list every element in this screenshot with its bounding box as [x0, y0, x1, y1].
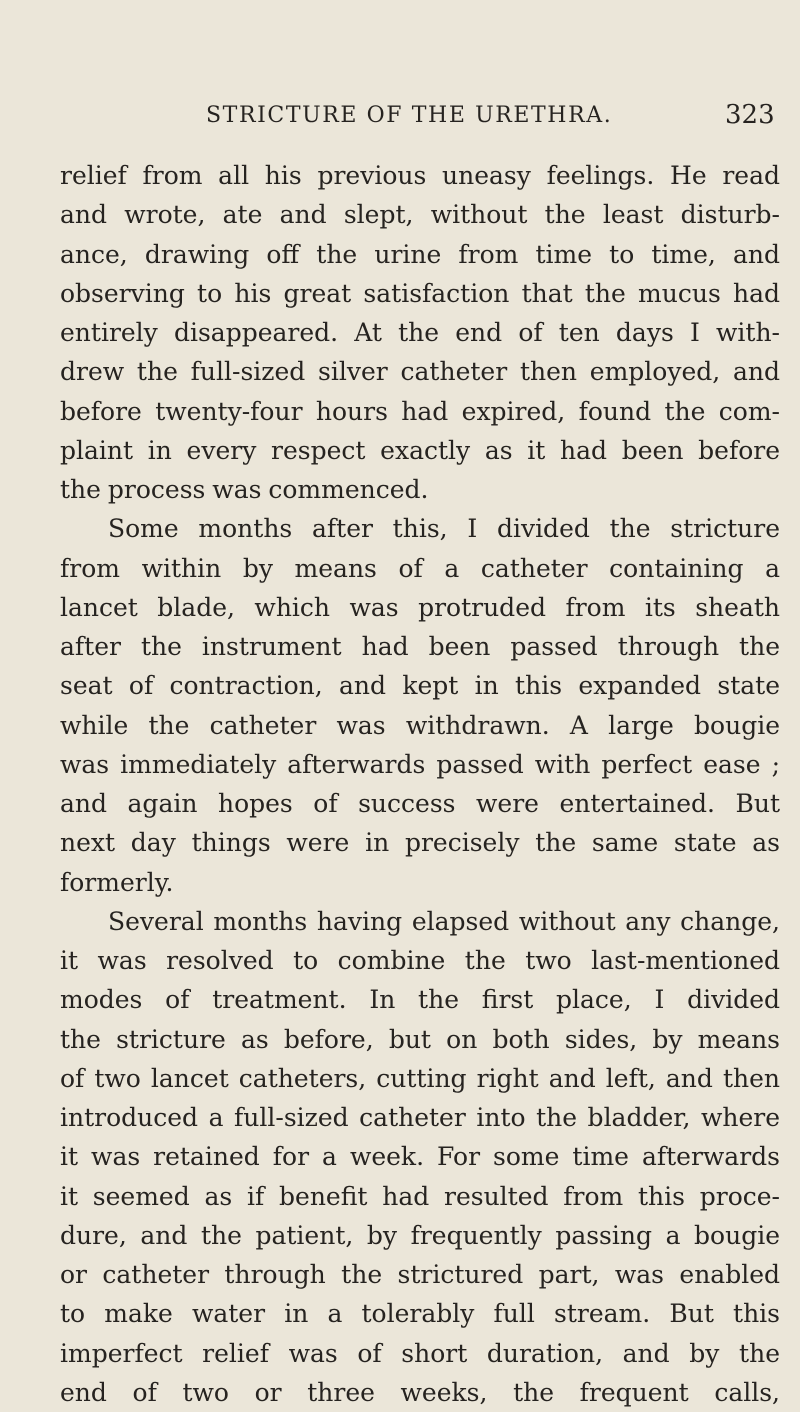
text-line: Several months having elapsed without any change,	[108, 906, 780, 936]
text-line: it was resolved to combine the two last-mentioned	[60, 946, 780, 975]
page-number: 323	[725, 100, 775, 130]
text-line: the stricture as before, but on both sides, by means	[60, 1024, 780, 1054]
text-line: observing to his great satisfaction that the mucus had	[60, 278, 780, 308]
text-line: and again hopes of success were entertained. But	[60, 789, 780, 818]
running-head-title: STRICTURE OF THE URETHRA.	[206, 103, 613, 128]
text-line: lancet blade, which was protruded from its sheath	[60, 592, 780, 622]
text-line: to make water in a tolerably full stream. But this	[60, 1299, 780, 1329]
body-text	[60, 156, 780, 1412]
text-line: and wrote, ate and slept, without the least disturb-	[60, 200, 780, 230]
text-line: end of two or three weeks, the frequent calls,	[60, 1377, 780, 1407]
text-line: while the catheter was withdrawn. A large bougie	[60, 710, 780, 740]
text-line: introduced a full-sized catheter into the bladder, where	[60, 1103, 780, 1132]
text-line: plaint in every respect exactly as it had been before	[60, 435, 780, 465]
text-line: before twenty-four hours had expired, found the com-	[60, 396, 780, 426]
text-line: was immediately afterwards passed with perfect ease ;	[60, 749, 780, 779]
text-line: modes of treatment. In the first place, I divided	[60, 985, 780, 1015]
text-line: relief from all his previous uneasy feelings. He read	[60, 161, 780, 190]
text-line: or catheter through the strictured part, was enabled	[60, 1260, 780, 1289]
text-line: next day things were in precisely the same state as	[60, 828, 780, 858]
text-line: ance, drawing off the urine from time to time, and	[60, 239, 780, 269]
text-line: formerly.	[60, 867, 174, 897]
text-line: Some months after this, I divided the stricture	[108, 514, 780, 544]
text-line: imperfect relief was of short duration, and by the	[60, 1338, 780, 1368]
text-line: it seemed as if benefit had resulted from this proce-	[60, 1181, 780, 1211]
text-line: the process was commenced.	[60, 475, 429, 504]
text-line: from within by means of a catheter containing a	[60, 553, 780, 583]
text-line: it was retained for a week. For some time afterwards	[60, 1142, 780, 1172]
text-line: drew the full-sized silver catheter then employed, and	[60, 357, 780, 387]
text-line: seat of contraction, and kept in this expanded state	[60, 671, 780, 701]
text-line: after the instrument had been passed through the	[60, 632, 780, 661]
text-line: entirely disappeared. At the end of ten days I with-	[60, 318, 780, 347]
text-line: dure, and the patient, by frequently passing a bougie	[60, 1220, 780, 1250]
text-line: of two lancet catheters, cutting right and left, and then	[60, 1063, 780, 1093]
